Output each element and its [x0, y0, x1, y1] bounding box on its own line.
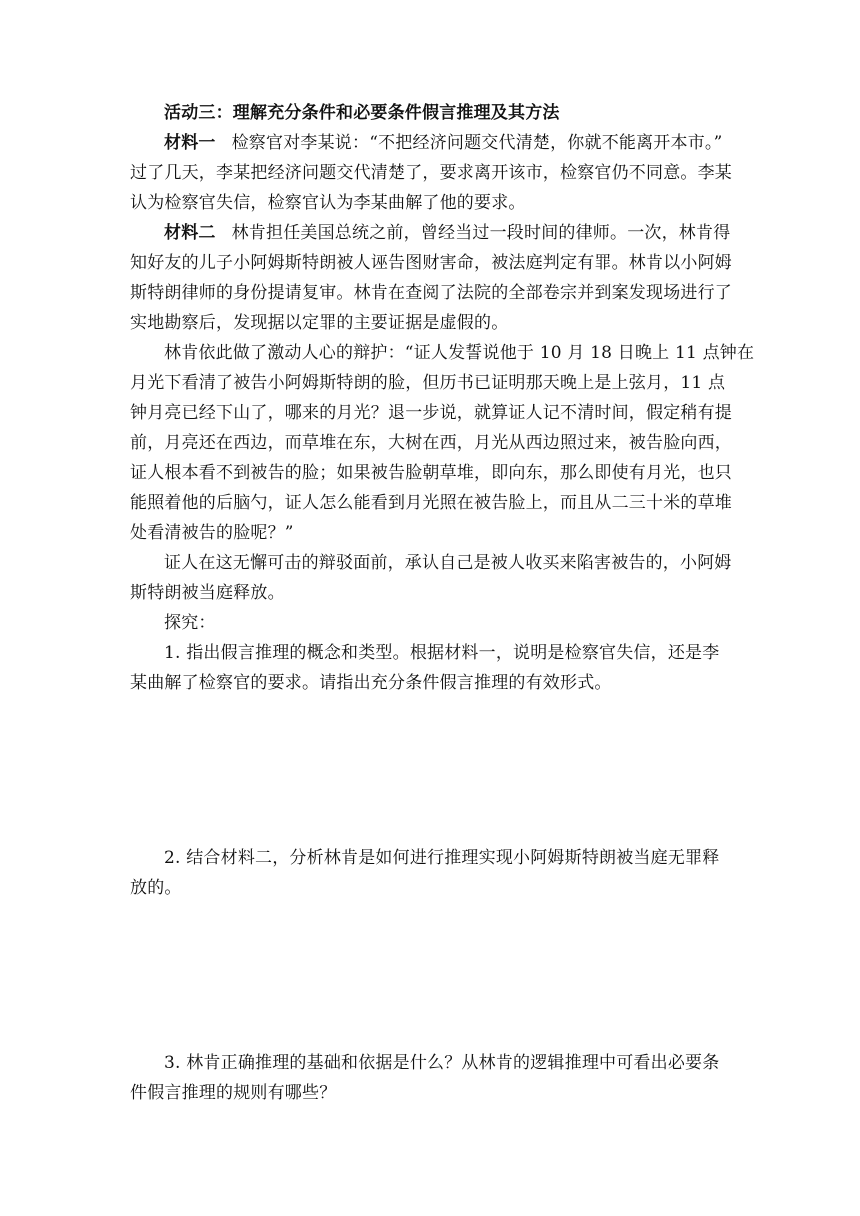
material-two-label: 材料二	[164, 223, 216, 243]
text-line: 斯特朗律师的身份提请复审。林肯在查阅了法院的全部卷宗并到案发现场进行了	[130, 283, 732, 303]
text-line: 月光下看清了被告小阿姆斯特朗的脸，但历书已证明那天晚上是上弦月，11 点	[130, 373, 726, 393]
text-line: 林肯依此做了激动人心的辩护：“证人发誓说他于 10 月 18 日晚上 11 点钟在	[164, 343, 755, 363]
text-line: 处看清被告的脸呢？”	[130, 523, 294, 543]
question-line: 2. 结合材料二，分析林肯是如何进行推理实现小阿姆斯特朗被当庭无罪释	[164, 848, 720, 868]
text-line: 前，月亮还在西边，而草堆在东，大树在西，月光从西边照过来，被告脸向西，	[130, 433, 732, 453]
text-line: 证人根本看不到被告的脸；如果被告脸朝草堆，即向东，那么即使有月光，也只	[130, 463, 732, 483]
answer-space	[130, 698, 730, 843]
text-line: 检察官对李某说：“不把经济问题交代清楚，你就不能离开本市。”	[231, 133, 723, 153]
material-two	[130, 218, 730, 338]
text-line: 过了几天，李某把经济问题交代清楚了，要求离开该市，检察官仍不同意。李某	[130, 163, 732, 183]
text-line: 实地勘察后，发现据以定罪的主要证据是虚假的。	[130, 313, 509, 333]
activity-title: 活动三：理解充分条件和必要条件假言推理及其方法	[164, 103, 560, 123]
question-3	[130, 1048, 730, 1108]
defense-paragraph	[130, 338, 755, 548]
answer-space	[130, 903, 730, 1048]
question-line: 件假言推理的规则有哪些？	[130, 1083, 337, 1103]
material-one-label: 材料一	[164, 133, 216, 153]
question-1	[130, 638, 730, 698]
outcome-paragraph	[130, 548, 730, 608]
question-line: 放的。	[130, 878, 182, 898]
question-line: 1. 指出假言推理的概念和类型。根据材料一，说明是检察官失信，还是李	[164, 643, 720, 663]
text-line: 林肯担任美国总统之前，曾经当过一段时间的律师。一次，林肯得	[231, 223, 731, 243]
document-page	[130, 98, 755, 1108]
text-line: 知好友的儿子小阿姆斯特朗被人诬告图财害命，被法庭判定有罪。林肯以小阿姆	[130, 253, 732, 273]
text-line: 斯特朗被当庭释放。	[130, 583, 285, 603]
material-one-first-line	[130, 128, 730, 158]
question-line: 某曲解了检察官的要求。请指出充分条件假言推理的有效形式。	[130, 673, 612, 693]
question-line: 3. 林肯正确推理的基础和依据是什么？从林肯的逻辑推理中可看出必要条	[164, 1053, 720, 1073]
text-line: 认为检察官失信，检察官认为李某曲解了他的要求。	[130, 193, 526, 213]
explore-label: 探究：	[164, 613, 216, 633]
text-line: 证人在这无懈可击的辩驳面前，承认自己是被人收买来陷害被告的，小阿姆	[164, 553, 732, 573]
material-one	[130, 128, 730, 218]
text-line: 钟月亮已经下山了，哪来的月光？退一步说，就算证人记不清时间，假定稍有提	[130, 403, 732, 423]
question-2	[130, 843, 730, 903]
material-two-first-line	[130, 218, 730, 248]
text-line: 能照着他的后脑勺，证人怎么能看到月光照在被告脸上，而且从二三十米的草堆	[130, 493, 732, 513]
